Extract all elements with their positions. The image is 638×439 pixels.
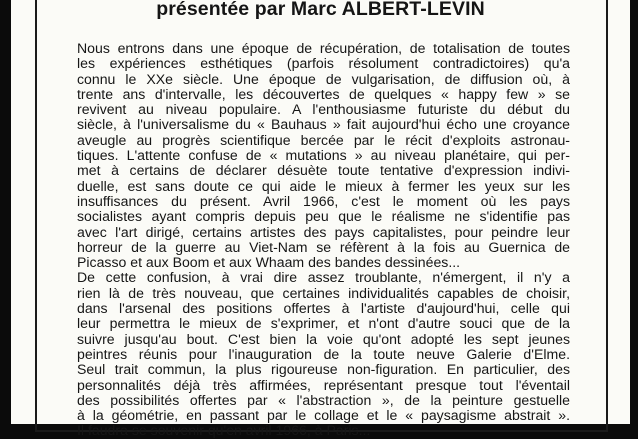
article-line: Picasso et aux Boom et aux Whaam des bandes dessinées... [77,254,461,271]
article-line: trente ans d'intervalle, les découvertes de quelques « happy few » se [77,85,570,102]
article-line: connu le XXe siècle. Une époque de vulgarisation, de diffusion où, à [77,70,570,87]
article-line: Il faudra se souvenir qu'en avril 1966, à Paris... [77,422,371,439]
article-line: des possibilités offertes par « l'abstraction », de la peinture gestuelle [77,391,570,408]
article-line: met à certains de déclarer désuète toute tentative d'expression indivi- [77,162,570,179]
article-line: aveugle au progrès scientifique bercée par le récit d'exploits astronau- [77,131,570,148]
article-line: Nous entrons dans une époque de récupération, de totalisation de toutes [77,40,570,56]
article-line: insuffisances du présent. Avril 1966, c'est le moment où les pays [77,192,570,209]
article-line: duelle, est sans doute ce qui aide le mieux à fermer les yeux sur les [77,177,570,194]
article-line: personnalités déjà très affirmées, représentant presque tout l'éventail [77,376,570,393]
article-line: à la géométrie, en passant par le collage et le « paysagisme abstrait ». [77,407,570,424]
magazine-page [11,0,630,439]
article-line: dans l'arsenal des positions offertes à l'artiste d'aujourd'hui, celle qui [77,300,570,317]
article-line: avec l'art dirigé, certains artistes des pays capitalistes, pour peindre leur [77,223,570,240]
article-line: revivent au niveau populaire. A l'enthousiasme futuriste du début du [77,101,570,118]
page-title: présentée par Marc ALBERT-LEVIN [156,0,485,20]
article-line: De cette confusion, à vrai dire assez troublante, n'émergent, il n'y a [77,269,570,286]
article-line: tiques. L'attente confuse de « mutations » au niveau planétaire, qui per- [77,147,570,164]
article-line: siècle, à l'universalisme du « Bauhaus » fait aujourd'hui écho une croyance [77,116,570,133]
article-line: Seul trait commun, la plus rigoureuse non-figuration. En particulier, des [77,361,570,378]
article-line: les expériences esthétiques (parfois résolument contradictoires) qu'a [77,55,570,72]
article-line: rien là de très nouveau, que certaines individualités capables de choisir, [77,284,570,301]
article-body [77,41,570,439]
article-line: suivre jusqu'au bout. C'est bien la voie qu'ont adopté les sept jeunes [77,330,570,347]
article-line: socialistes ayant compris depuis peu que le réalisme ne s'identifie pas [77,208,570,225]
article-line: peintres réunis pour l'inauguration de la toute neuve Galerie d'Elme. [77,345,570,362]
article-line: leur permettra le mieux de s'exprimer, et n'ont d'autre souci que de la [77,315,570,332]
article-line: horreur de la guerre au Viet-Nam se réfèrent à la fois au Guernica de [77,238,570,255]
